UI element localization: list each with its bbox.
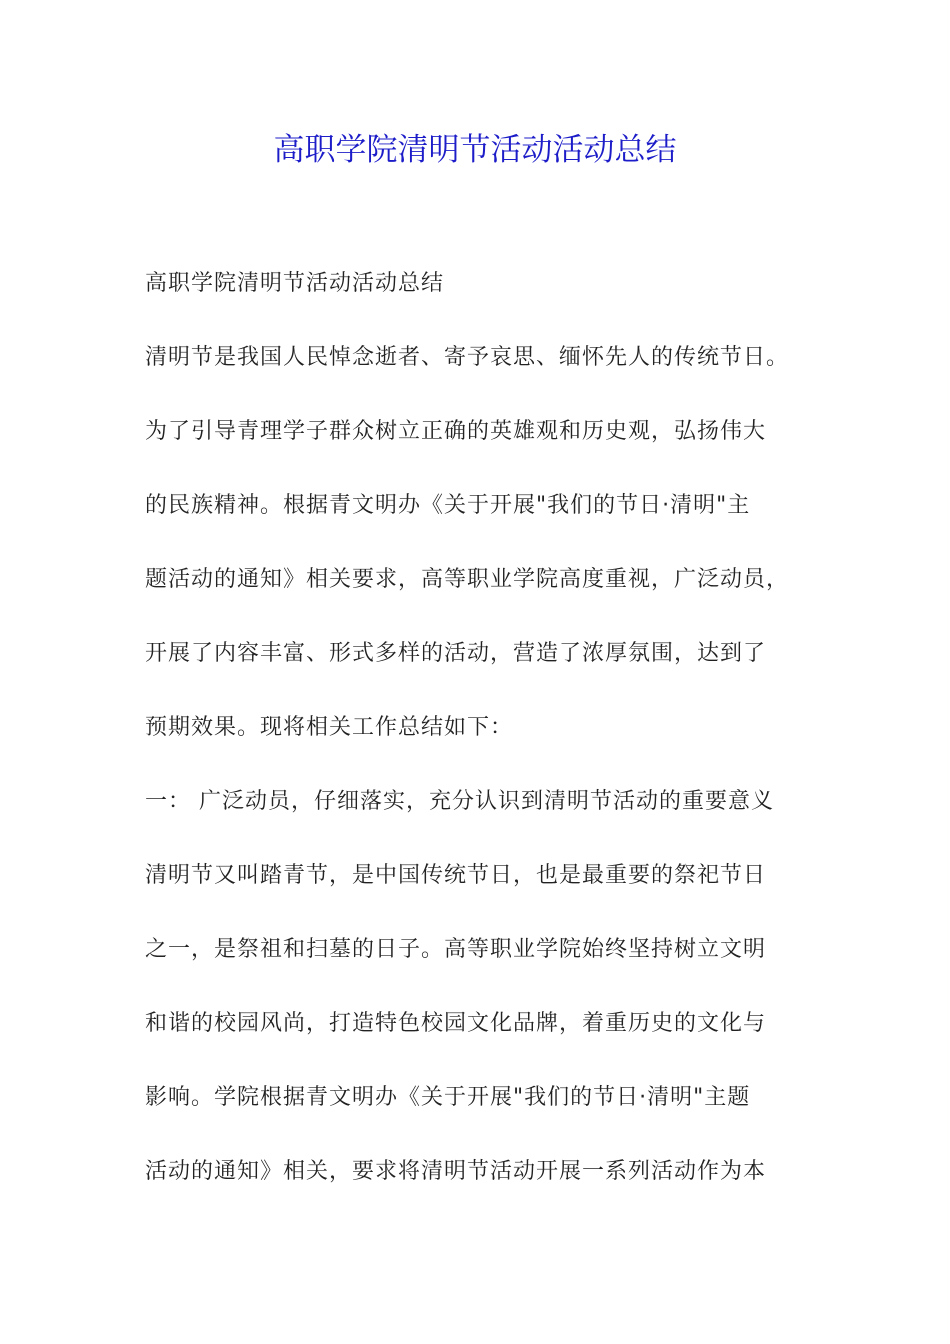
paragraph-line: 活动的通知》相关，要求将清明节活动开展一系列活动作为本 xyxy=(145,1159,767,1184)
section-heading-line: 一： 广泛动员，仔细落实，充分认识到清明节活动的重要意义 xyxy=(145,789,774,814)
paragraph-line: 预期效果。现将相关工作总结如下： xyxy=(145,715,514,740)
paragraph-line: 开展了内容丰富、形式多样的活动，营造了浓厚氛围，达到了 xyxy=(145,641,767,666)
paragraph-line: 影响。学院根据青文明办《关于开展"我们的节日·清明"主题 xyxy=(145,1085,751,1110)
document-title: 高职学院清明节活动活动总结 xyxy=(273,132,677,168)
paragraph-line: 清明节又叫踏青节，是中国传统节日，也是最重要的祭祀节日 xyxy=(145,863,767,888)
paragraph-line: 的民族精神。根据青文明办《关于开展"我们的节日·清明"主 xyxy=(145,493,751,518)
paragraph-line: 之一，是祭祖和扫墓的日子。高等职业学院始终坚持树立文明 xyxy=(145,937,767,962)
paragraph-line: 和谐的校园风尚，打造特色校园文化品牌，着重历史的文化与 xyxy=(145,1011,767,1036)
paragraph-line: 为了引导青理学子群众树立正确的英雄观和历史观，弘扬伟大 xyxy=(145,419,767,444)
paragraph-line: 清明节是我国人民悼念逝者、寄予哀思、缅怀先人的传统节日。 xyxy=(145,345,790,370)
subtitle-line: 高职学院清明节活动活动总结 xyxy=(145,271,445,296)
document-body xyxy=(145,262,825,1224)
paragraph-line: 题活动的通知》相关要求，高等职业学院高度重视，广泛动员， xyxy=(145,567,790,592)
